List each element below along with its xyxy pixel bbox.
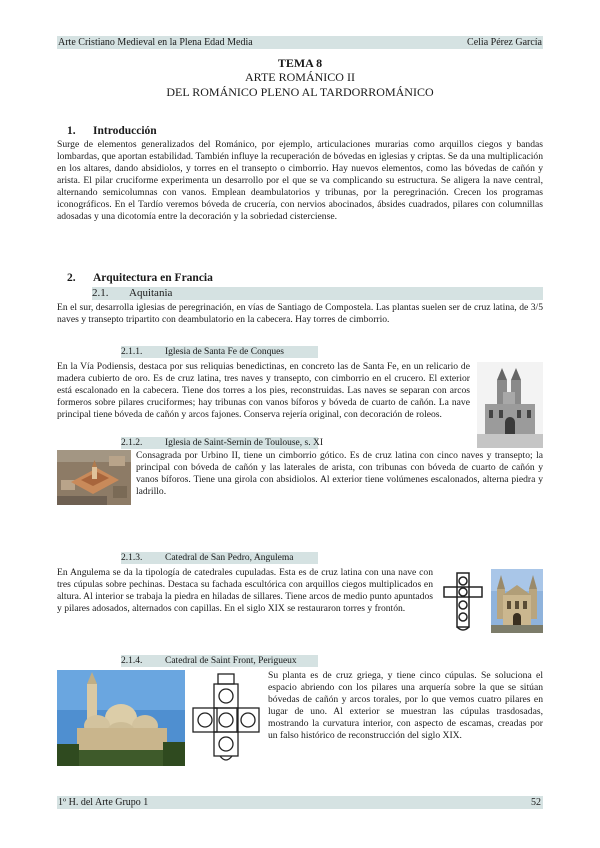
item-2-1-4-heading: [121, 655, 318, 667]
page-number: 52: [531, 797, 541, 808]
item-2-1-2-heading: [121, 437, 323, 449]
angulema-cathedral-image: [491, 569, 543, 633]
header-left: Arte Cristiano Medieval en la Plena Edad Media: [58, 37, 253, 48]
angulema-plan-image: [440, 569, 486, 633]
page-header: [57, 36, 543, 49]
section-1-title: Introducción: [93, 125, 157, 137]
item-2-1-4-title: Catedral de Saint Front, Perigueux: [165, 656, 297, 666]
item-2-1-1-title: Iglesia de Santa Fe de Conques: [165, 347, 284, 357]
item-2-1-2-title: Iglesia de Saint-Sernin de Toulouse, s. XI: [165, 438, 323, 448]
item-2-1-3-heading: [121, 552, 318, 564]
title-block: [57, 56, 543, 100]
saint-front-photo-image: [57, 670, 185, 766]
page-footer: [57, 796, 543, 809]
item-2-1-3-text: En Angulema se da la tipología de catedrales cupuladas. Esta es de cruz latina con una nave con tres cúpulas sobre pechinas. Destaca su fachada escultórica con arquillos ciegos multiplicados en altura. Al interior se trabaja la piedra en hiladas de sillares. Tiene arcos de medio punto apuntados y pilares adosados, alternados con capillas. En el siglo XIX se restauraron torres y frontón.: [57, 567, 433, 614]
item-2-1-1-number: 2.1.1.: [121, 347, 143, 357]
item-2-1-2-text: Consagrada por Urbino II, tiene un cimborrio gótico. Es de cruz latina con cinco naves y transepto; la principal con bóveda de cañón y las laterales de arista, con tribunas con bóveda de cuarto de cañón y vanos bíforos. Tiene una girola con absidiolos. Al exterior tiene volúmenes escalonados, alterna piedra y ladrillo.: [136, 450, 543, 497]
section-2-title: Arquitectura en Francia: [93, 272, 213, 284]
title-line1: TEMA 8: [277, 56, 323, 70]
saint-front-plan-image: [191, 670, 261, 766]
subsection-2-1-heading: [92, 287, 543, 300]
item-2-1-1-heading: [121, 346, 318, 358]
section-1-heading: [57, 125, 157, 138]
subsection-2-1-title: Aquitania: [129, 287, 173, 299]
item-2-1-3-number: 2.1.3.: [121, 553, 143, 563]
item-2-1-4-number: 2.1.4.: [121, 656, 143, 666]
section-1-number: 1.: [67, 125, 76, 137]
footer-left: 1º H. del Arte Grupo 1: [58, 797, 149, 808]
item-2-1-1-text: En la Vía Podiensis, destaca por sus reliquias benedictinas, en concreto las de Santa Fe, en un relicario de madera cubierto de oro. Es de cruz latina, tres naves y transepto, con cimborrio en el crucero. El exterior está escalonado en la cabecera. Tiene dos torres a los pies, reconstruidas. Las naves se separan con arcos formeros sobre pilares cruciformes; hay tribunas con vanos bíforos y bóveda de cuarto de cañón. La nave principal tiene bóveda de cañón y arcos fajones. Conserva rejería original, con decoración de roleos.: [57, 361, 470, 420]
section-2-heading: [57, 272, 213, 285]
title-line3: DEL ROMÁNICO PLENO AL TARDORROMÁNICO: [166, 85, 434, 99]
conques-church-image: [477, 362, 543, 448]
title-line2: ARTE ROMÁNICO II: [245, 70, 355, 84]
header-right: Celia Pérez García: [467, 37, 542, 48]
subsection-2-1-number: 2.1.: [92, 287, 109, 299]
item-2-1-2-number: 2.1.2.: [121, 438, 143, 448]
section-1-text: Surge de elementos generalizados del Románico, por ejemplo, articulaciones murarias como arquillos ciegos y bandas lombardas, que aportan estabilidad. También influye la recuperación de bóvedas en iglesias y criptas. Se da una multiplicación en los altares, dando absidiolos, y torres en el transepto o cimborrio. Hay nuevos elementos, como las bóvedas de cañón y arista. El pilar cruciforme experimenta un desarrollo por el que se va complicando su estructura. Se aligera la nave central, alternando semicolumnas con vanos. Emplean deambulatorios y tribunas, por la peregrinación. Crecen los programas iconográficos. En el Tardío veremos bóveda de crucería, con nervios abocinados, ábsides cuadrados, pilares con columnillas adosadas y una dicotomía entre la decoración y la sobriedad cisterciense.: [57, 139, 543, 222]
subsection-2-1-text: En el sur, desarrolla iglesias de peregrinación, en vías de Santiago de Compostela. Las plantas suelen ser de cruz latina, de 3/5 naves y transepto tripartito con deambulatorio en la cabecera. Hay torres de cimborrio.: [57, 302, 543, 325]
saint-sernin-aerial-image: [57, 450, 131, 505]
item-2-1-4-text: Su planta es de cruz griega, y tiene cinco cúpulas. Se soluciona el espacio abriendo con los pilares una arquería sobre la que se sitúan bóvedas de cañón y arcos torales, por lo que vemos cuatro pilares en lugar de uno. Al exterior se muestran las cúpulas trasdosadas, mostrando la curvatura interior, con aspecto de escamas, creadas por un falso histórico de reconstrucción del siglo XIX.: [268, 670, 543, 741]
section-2-number: 2.: [67, 272, 76, 284]
item-2-1-3-title: Catedral de San Pedro, Angulema: [165, 553, 294, 563]
